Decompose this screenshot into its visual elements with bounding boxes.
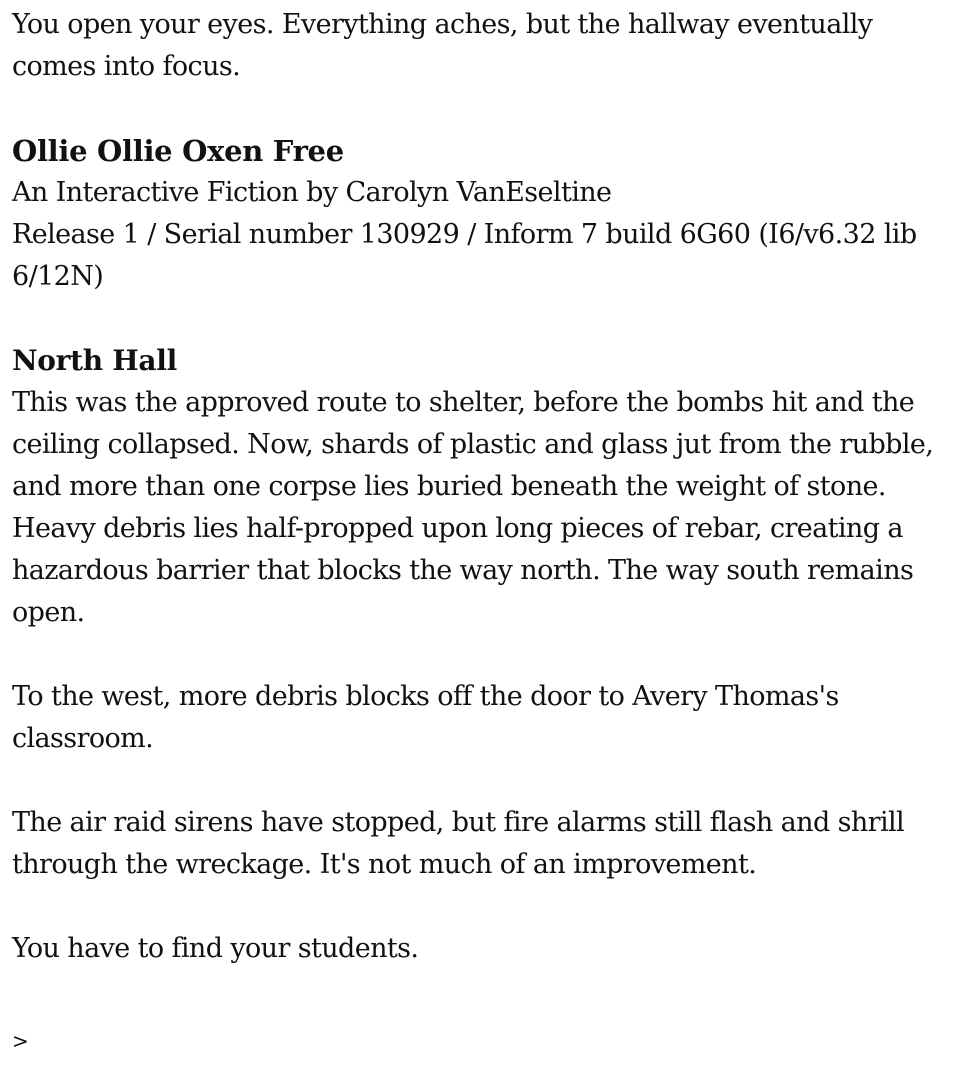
goal-text: You have to find your students. xyxy=(12,933,419,964)
spacer xyxy=(12,760,952,802)
game-title: Ollie Ollie Oxen Free xyxy=(12,134,344,168)
command-prompt[interactable] xyxy=(12,1020,952,1062)
room-name: North Hall xyxy=(12,344,177,377)
spacer xyxy=(12,886,952,928)
game-transcript xyxy=(12,4,952,970)
prompt-symbol: > xyxy=(12,1029,29,1053)
spacer xyxy=(12,298,952,340)
game-byline: An Interactive Fiction by Carolyn VanEseltine xyxy=(12,177,612,208)
release-info: Release 1 / Serial number 130929 / Inform 7 build 6G60 (I6/v6.32 lib 6/12N) xyxy=(12,219,917,292)
intro-text: You open your eyes. Everything aches, but the hallway eventually comes into focus. xyxy=(12,9,873,82)
room-description: This was the approved route to shelter, before the bombs hit and the ceiling collapsed. Now, shards of plastic and glass jut from the rubble, and more than one corpse lies buried beneath the weight of stone. Heavy debris lies half-propped upon long pieces of rebar, creating a hazardous barrier that blocks the way north. The way south remains open. xyxy=(12,387,934,628)
spacer xyxy=(12,88,952,130)
west-note: To the west, more debris blocks off the door to Avery Thomas's classroom. xyxy=(12,681,839,754)
ambience-text: The air raid sirens have stopped, but fire alarms still flash and shrill through the wreckage. It's not much of an improvement. xyxy=(12,807,905,880)
command-input[interactable] xyxy=(35,1029,952,1054)
spacer xyxy=(12,634,952,676)
